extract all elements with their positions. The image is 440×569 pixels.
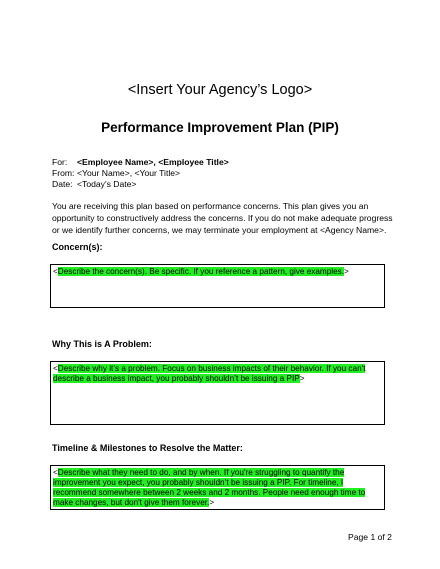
agency-logo-placeholder: <Insert Your Agency’s Logo> [127,82,313,98]
date-label: Date: [52,179,73,189]
concerns-heading: Concern(s): [52,242,103,252]
problem-box[interactable] [50,361,385,425]
concerns-open: < [53,267,58,276]
problem-text: Describe why it’s a problem. Focus on business impacts of their behavior. If you can't describe a business impact, you probably shouldn’t be issuing a PIP [53,364,366,383]
problem-close: > [299,374,305,383]
page-number: Page 1 of 2 [348,532,392,542]
concerns-box[interactable] [50,264,385,308]
timeline-text: Describe what they need to do, and by when. If you're struggling to quantify the improvement you expect, you probably shouldn’t be issuing a PIP. For timeline, I recommend somewhere between 2 weeks and 2 months. People need enough time to make changes, but don't give them forever. [53,468,366,507]
memo-header [52,157,229,190]
concerns-text: Describe the concern(s). Be specific. If you reference a pattern, give examples. [57,267,345,276]
for-value: <Employee Name>, <Employee Title> [77,157,229,167]
timeline-open: < [53,468,58,477]
intro-paragraph: You are receiving this plan based on performance concerns. This plan gives you an opportunity to constructively address the concerns. If you do not make adequate progress or we identify further concerns, we may terminate your employment at <Agency Name>. [52,201,393,235]
problem-open: < [53,364,58,373]
from-row [52,168,229,179]
from-label: From: [52,168,75,178]
document-title: Performance Improvement Plan (PIP) [101,120,339,135]
problem-heading: Why This is A Problem: [52,339,152,349]
from-value: <Your Name>, <Your Title> [77,168,181,178]
timeline-close: > [209,498,215,507]
date-row [52,179,229,190]
date-value: <Today's Date> [77,179,137,189]
concerns-close: > [344,267,349,276]
for-label: For: [52,157,68,167]
timeline-heading: Timeline & Milestones to Resolve the Matter: [52,443,243,453]
for-row [52,157,229,168]
timeline-box[interactable] [50,465,385,510]
